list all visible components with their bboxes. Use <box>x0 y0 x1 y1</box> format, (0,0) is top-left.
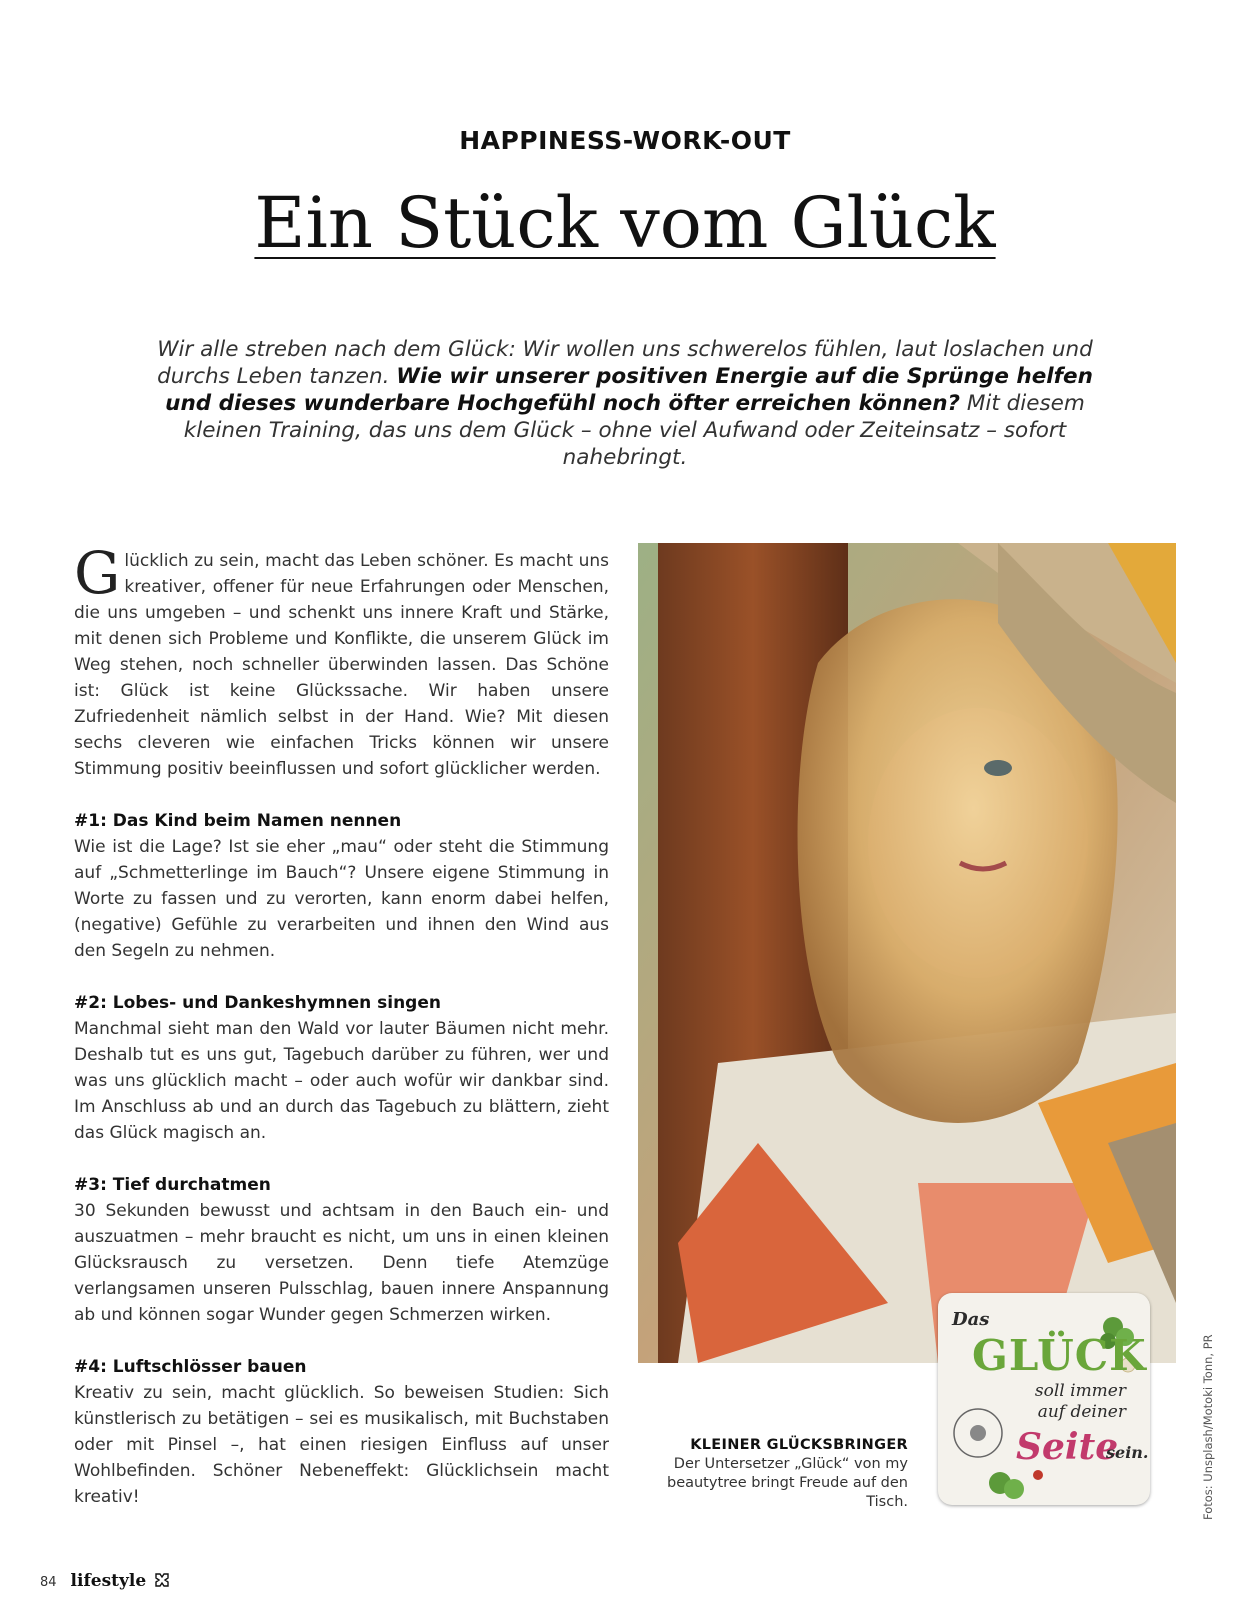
photo-credit: Fotos: Unsplash/Motoki Tonn, PR <box>1201 1334 1215 1520</box>
coaster-text-middle <box>1014 1381 1126 1423</box>
page-footer <box>40 1570 170 1594</box>
article-title-text: Ein Stück vom Glück <box>254 182 996 264</box>
coaster-text-auf: auf deiner <box>1037 1402 1126 1422</box>
article-body <box>74 539 609 1510</box>
section-text-4: Kreativ zu sein, macht glücklich. So beweisen Studien: Sich künstlerisch zu betätigen – sei es musikalisch, mit Buchstaben oder mit Pinsel –, hat einen riesigen Einfluss auf unser Wohlbefinden. Schöner Nebeneffekt: Glücklichsein macht kreativ! <box>74 1383 609 1507</box>
intro-part1: Wir alle streben nach dem Glück: Wir wollen uns schwerelos fühlen, laut loslachen und durchs Leben tanzen. <box>157 337 1093 389</box>
intro-paragraph <box>135 336 1115 471</box>
lead-text: lücklich zu sein, macht das Leben schöner. Es macht uns kreativer, offener für neue Erfahrungen oder Menschen, die uns umgeben – und schenkt uns innere Kraft und Stärke, mit denen sich Probleme und Konflikte, die unserem Glück im Weg stehen, noch schneller überwinden lassen. Das Schöne ist: Glück ist keine Glückssache. Wir haben unsere Zufriedenheit nämlich selbst in der Hand. Wie? Mit diesen sechs cleveren wie einfachen Tricks können wir unsere Stimmung positiv beeinflussen und sofort glücklicher werden. <box>74 551 609 779</box>
article-kicker: HAPPINESS-WORK-OUT <box>459 126 791 155</box>
article-title <box>0 182 1250 264</box>
section-heading-1: #1: Das Kind beim Namen nennen <box>74 811 402 831</box>
coaster-text-seite: Seite <box>1016 1426 1119 1468</box>
image-caption <box>660 1436 908 1512</box>
magazine-brand: lifestyle <box>70 1571 147 1591</box>
intro-part2: Mit diesem kleinen Training, das uns dem Glück – ohne viel Aufwand oder Zeiteinsatz – sofort nahebringt. <box>183 391 1085 470</box>
section-heading-3: #3: Tief durchatmen <box>74 1175 271 1195</box>
intro-bold: Wie wir unserer positiven Energie auf die Sprünge helfen und dieses wunderbare Hochgefühl noch öfter erreichen können? <box>165 364 1093 416</box>
woman-photo-illustration <box>638 543 1176 1363</box>
section-text-1: Wie ist die Lage? Ist sie eher „mau“ oder steht die Stimmung auf „Schmetterlinge im Bauch“? Unsere eigene Stimmung in Worte zu fassen und zu verorten, kann enorm dabei helfen, (negative) Gefühle zu verarbeiten und ihnen den Wind aus den Segeln zu nehmen. <box>74 837 609 961</box>
section-heading-2: #2: Lobes- und Dankeshymnen singen <box>74 993 441 1013</box>
brand-logo-icon <box>154 1572 170 1588</box>
section-heading-4: #4: Luftschlösser bauen <box>74 1357 307 1377</box>
lead-paragraph <box>74 539 609 782</box>
coaster-text-sein: sein. <box>1106 1443 1149 1462</box>
page-number: 84 <box>40 1575 57 1590</box>
caption-text: Der Untersetzer „Glück“ von my beautytree bringt Freude auf den Tisch. <box>666 1456 908 1510</box>
coaster-text-glueck: GLÜCK <box>972 1331 1147 1380</box>
drop-cap: G <box>74 539 121 607</box>
woman-photo <box>638 543 1176 1363</box>
caption-title: KLEINER GLÜCKSBRINGER <box>690 1437 908 1453</box>
coaster-text-soll: soll immer <box>1034 1381 1126 1401</box>
coaster-product-image <box>938 1293 1150 1505</box>
section-text-2: Manchmal sieht man den Wald vor lauter Bäumen nicht mehr. Deshalb tut es uns gut, Tagebuch darüber zu führen, wer und was uns glücklich macht – oder auch wofür wir dankbar sind. Im Anschluss ab und an durch das Tagebuch zu blättern, zieht das Glück magisch an. <box>74 1019 609 1143</box>
coaster-text-das: Das <box>952 1309 990 1330</box>
section-text-3: 30 Sekunden bewusst und achtsam in den Bauch ein- und auszuatmen – mehr braucht es nicht, um uns in einen kleinen Glücksrausch zu versetzen. Denn tiefe Atemzüge verlangsamen unseren Pulsschlag, bauen innere Anspannung ab und können sogar Wunder gegen Schmerzen wirken. <box>74 1201 609 1325</box>
